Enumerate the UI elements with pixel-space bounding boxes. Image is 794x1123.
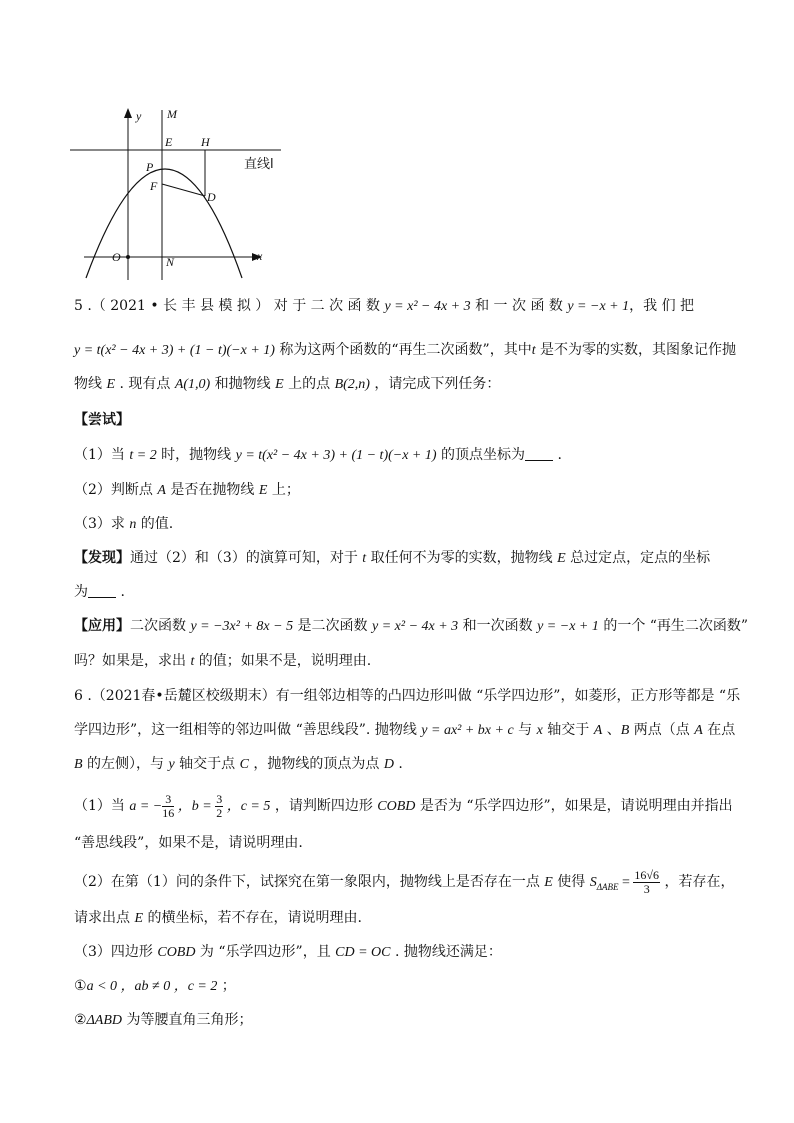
q5-apply-f3: y = −x + 1 [537, 619, 599, 634]
q5-try1-cond: t = 2 [129, 448, 157, 463]
q5-discover-E: E [557, 551, 566, 566]
q6-p2b-t2: 的横坐标，若不存在，请说明理由. [143, 910, 362, 926]
q5-discover-t: t [362, 551, 367, 566]
q6-p2b-E: E [134, 911, 144, 926]
q6-c2-cond: ΔABD [86, 1013, 122, 1028]
fraction-b-den: 2 [216, 805, 223, 820]
label-E: E [165, 135, 173, 149]
q6-p3-cond: CD = OC [335, 945, 391, 960]
q5-try3-t2: 的值. [136, 516, 174, 532]
q6-condition1 [74, 976, 754, 997]
fraction-b-num: 3 [216, 791, 223, 806]
q6-part1 [74, 792, 754, 821]
q6-p1-c: ，c = 5 [223, 799, 271, 814]
q6-line2-t3: 轴交于 [542, 722, 594, 738]
q5-apply-f1: y = −3x² + 8x − 5 [190, 619, 294, 634]
q5-discover-t3: 总过定点，定点的坐标 [565, 550, 711, 566]
q6-p2-t2: 使得 [552, 874, 590, 890]
label-y: y [136, 109, 142, 123]
label-D: D [207, 190, 216, 204]
q6-p2-t3: ，若存在， [660, 874, 735, 890]
label-line-l: 直线l [244, 157, 274, 172]
parabola-figure [66, 100, 286, 285]
label-H: H [201, 135, 210, 149]
q5-discover2 [74, 582, 754, 602]
q6-p1-t2: ，请判断四边形 [270, 798, 378, 814]
q5-try1-t1: （1）当 [74, 447, 130, 463]
q6-parabola: y = ax² + bx + c [421, 723, 514, 738]
label-M: M [167, 107, 177, 121]
q6-line2-t1: 学四边形”，这一组相等的邻边叫做 “善思线段”. 抛物线 [74, 722, 422, 738]
q5-apply-t2: 是二次函数 [293, 618, 372, 634]
q5-line3-E2: E [275, 377, 284, 392]
q6-line3-C: C [239, 757, 249, 772]
q6-c1-mark: ① [74, 978, 87, 994]
q5-apply2 [74, 651, 754, 672]
fraction-area-den: 3 [643, 881, 650, 896]
label-F: F [150, 179, 158, 193]
q6-line2-t4: 、 [602, 722, 621, 738]
q5-apply-t1: 二次函数 [130, 618, 191, 634]
q5-try3-n: n [129, 517, 137, 532]
q5-try2-t3: 上； [267, 482, 300, 498]
origin-point [126, 255, 130, 259]
q5-line3-E: E [106, 377, 116, 392]
q5-t: t [531, 343, 536, 358]
q6-line2-t2: 与 [513, 722, 537, 738]
q6-line2-t6: 在点 [702, 722, 736, 738]
q6-part3 [74, 942, 754, 963]
label-N: N [166, 255, 175, 269]
q5-try3 [74, 514, 754, 535]
q6-line2-B: B [620, 723, 630, 738]
q5-try2-t1: （2）判断点 [74, 482, 158, 498]
q6-p2b-t1: 请求出点 [74, 910, 135, 926]
q5-discover-t1: 通过（2）和（3）的演算可知，对于 [130, 550, 363, 566]
q5-discover-heading: 【发现】 [74, 550, 130, 566]
q5-try1-end: . [553, 447, 562, 463]
q6-c1-cond: a < 0 ，ab ≠ 0 ，c = 2 [86, 979, 218, 994]
q6-p3-t2: 为 “乐学四边形”，且 [195, 944, 336, 960]
q6-c1-end: ； [217, 978, 236, 994]
label-x: x [257, 249, 263, 263]
q5-line3-t2: . 现有点 [115, 376, 175, 392]
q5-regen-function: y = t(x² − 4x + 3) + (1 − t)(−x + 1) [74, 343, 275, 358]
q5-try1-function: y = t(x² − 4x + 3) + (1 − t)(−x + 1) [235, 448, 437, 463]
q5-discover-t2: 取任何不为零的实数，抛物线 [366, 550, 558, 566]
fraction-area [633, 869, 660, 896]
q6-line1: 6 .（2021春•岳麓区校级期末）有一组邻边相等的凸四边形叫做 “乐学四边形”，如菱形，正方形等都是 “乐 [74, 688, 741, 704]
q5-apply2-t: t [190, 654, 195, 669]
q5-try2 [74, 480, 754, 501]
q6-line2 [74, 720, 754, 741]
q5-try-heading: 【尝试】 [74, 412, 130, 428]
parabola-curve [86, 169, 242, 278]
q5-try2-t2: 是否在抛物线 [165, 482, 259, 498]
q5-try1 [74, 445, 754, 466]
q5-apply-f2: y = x² − 4x + 3 [372, 619, 459, 634]
q5-line2 [74, 340, 754, 361]
q5-line1 [74, 296, 754, 317]
q6-line3-D: D [383, 757, 394, 772]
q5-try1-t3: 的顶点坐标为 [436, 447, 525, 463]
q6-line2-t5: 两点（点 [629, 722, 695, 738]
q6-p2-E: E [544, 875, 553, 890]
q6-part2b [74, 908, 754, 929]
q6-line3 [74, 754, 754, 775]
q6-part1b: “善思线段”，如果不是，请说明理由. [74, 835, 303, 851]
q6-part2 [74, 868, 754, 901]
q5-line3-t5: ，请完成下列任务： [369, 376, 501, 392]
q5-point-B: B(2,n) [334, 377, 370, 392]
q5-line2-text2: 是不为零的实数，其图象记作抛 [535, 342, 737, 358]
q5-line1-mid: 和 一 次 函 数 [470, 298, 568, 314]
q5-line3-t1: 物线 [74, 376, 107, 392]
q6-p2-sub: ΔABE [596, 881, 619, 892]
q6-p1-t3: 是否为 “乐学四边形”，如果是，请说明理由并指出 [415, 798, 733, 814]
q6-p2-S: S [589, 875, 597, 890]
q5-line3 [74, 374, 754, 395]
q5-apply-heading: 【应用】 [74, 618, 130, 634]
q5-try2-E: E [258, 483, 268, 498]
q6-p1-b: ，b = [174, 799, 216, 814]
q5-line1-suffix: ，我 们 把 [629, 298, 695, 314]
q6-p3-t3: . 抛物线还满足： [390, 944, 502, 960]
q6-line2-A2: A [694, 723, 703, 738]
q6-p2-t1: （2）在第（1）问的条件下，试探究在第一象限内，抛物线上是否存在一点 [74, 874, 545, 890]
fraction-a [162, 793, 174, 820]
y-axis-arrow [124, 108, 132, 118]
fraction-area-num: 16√6 [634, 867, 660, 882]
q5-line2-text: 称为这两个函数的“再生二次函数”，其中 [274, 342, 532, 358]
q5-line1-prefix: 5 .（ 2021 • 长 丰 县 模 拟 ） 对 于 二 次 函 数 [74, 298, 385, 314]
fraction-a-den: 16 [162, 805, 175, 820]
q5-quadratic: y = x² − 4x + 3 [384, 299, 471, 314]
q5-apply-t4: 的一个 “再生二次函数” [598, 618, 749, 634]
q6-c2-mark: ② [74, 1012, 87, 1028]
q6-p3-cobd: COBD [157, 945, 196, 960]
figure-svg [66, 100, 286, 285]
q6-condition2 [74, 1010, 754, 1031]
q6-line2-A: A [593, 723, 603, 738]
q6-p2-eq: = [618, 875, 634, 890]
q5-discover1 [74, 548, 754, 569]
q5-point-A: A(1,0) [174, 377, 211, 392]
q5-discover2-t1: 为 [74, 584, 88, 600]
fraction-a-num: 3 [162, 793, 174, 807]
q6-line3-t2: 轴交于点 [174, 756, 240, 772]
q5-apply2-t1: 吗？如果是，求出 [74, 653, 191, 669]
q6-line3-t1: 的左侧），与 [82, 756, 169, 772]
q6-p1-t1: （1）当 [74, 798, 130, 814]
q5-apply2-t2: 的值；如果不是，说明理由. [194, 653, 372, 669]
q6-line3-t3: ，抛物线的顶点为点 [248, 756, 384, 772]
q6-line3-B: B [74, 757, 83, 772]
q5-apply1 [74, 616, 754, 637]
q5-line3-t3: 和抛物线 [210, 376, 276, 392]
answer-blank [88, 583, 116, 598]
q6-c2-text: 为等腰直角三角形； [122, 1012, 253, 1028]
q5-try3-t1: （3）求 [74, 516, 130, 532]
q6-p1-a: a = − [129, 799, 163, 814]
q6-p3-t1: （3）四边形 [74, 944, 158, 960]
q6-line3-t4: . [393, 756, 403, 772]
q6-line2-x: x [536, 723, 543, 738]
q5-apply-t3: 和一次函数 [458, 618, 538, 634]
answer-blank [525, 446, 553, 461]
q5-discover2-end: . [116, 584, 125, 600]
q5-try1-t2: 时，抛物线 [156, 447, 236, 463]
label-P: P [146, 160, 154, 174]
label-O: O [112, 250, 121, 264]
q6-p1-cobd: COBD [377, 799, 416, 814]
q5-line3-t4: 上的点 [283, 376, 335, 392]
q6-line3-y: y [168, 757, 175, 772]
q5-try2-A: A [157, 483, 166, 498]
q5-linear: y = −x + 1 [567, 299, 630, 314]
